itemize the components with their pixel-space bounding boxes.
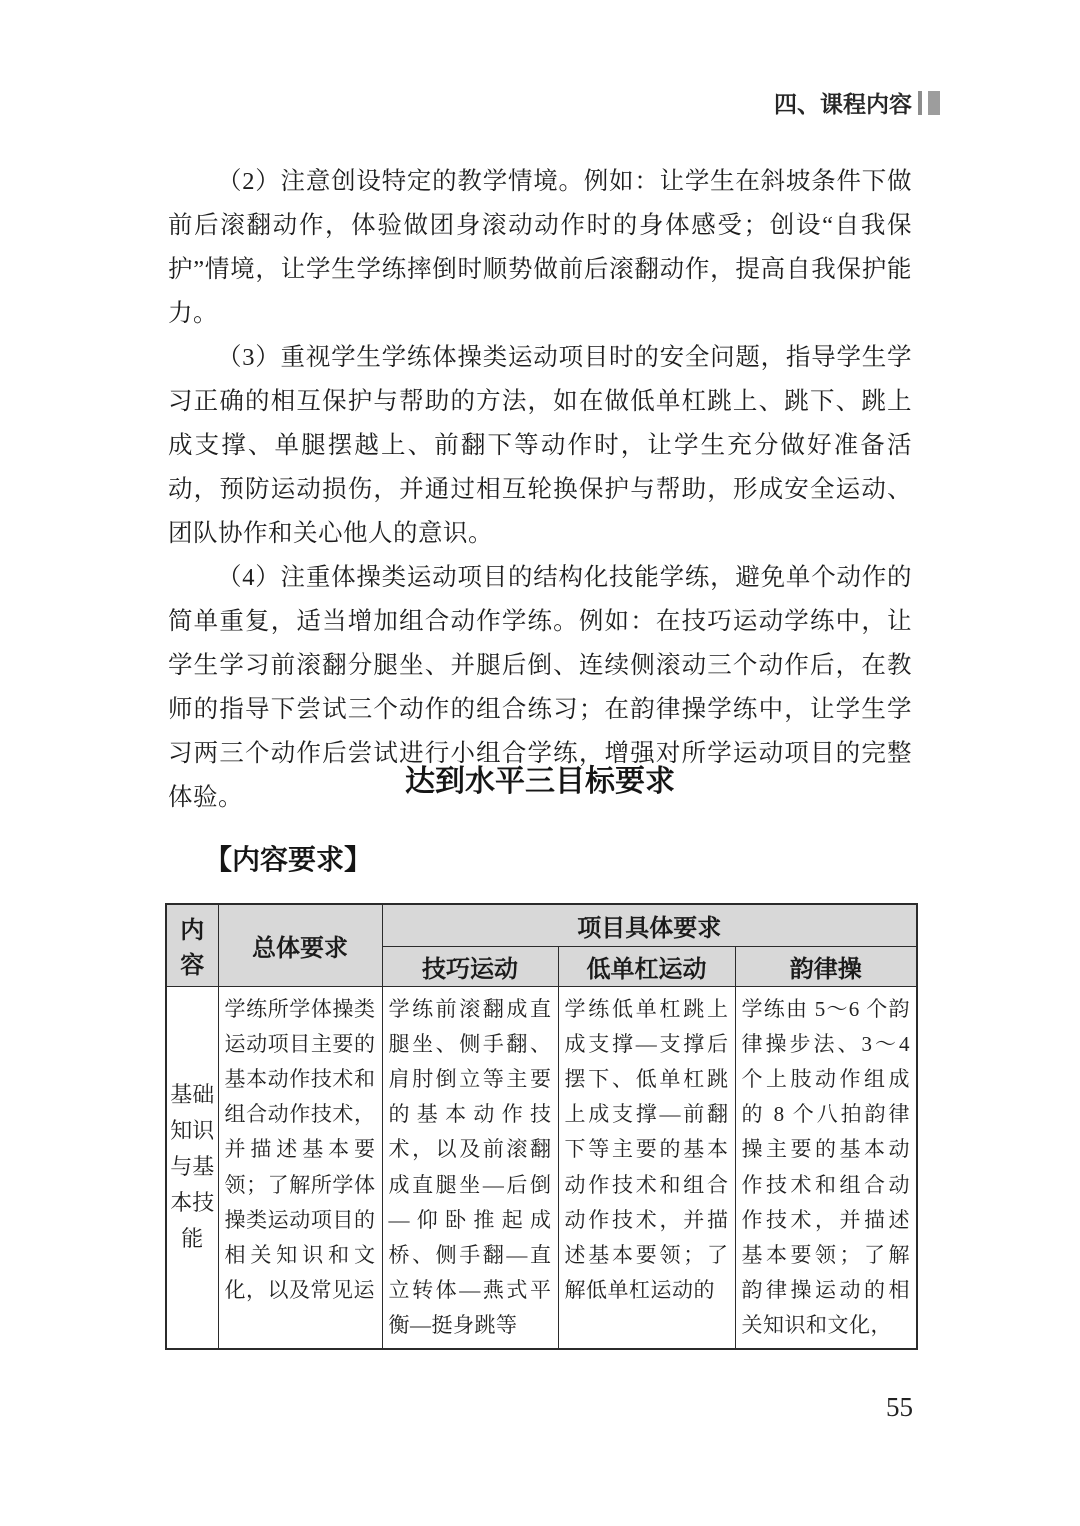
cell-low-bar: 学练低单杠跳上成支撑—支撑后摆下、低单杠跳上成支撑—前翻下等主要的基本动作技术和组合动作技术，并描述基本要领；了解低单杠运动的	[558, 986, 735, 1349]
subsection-title: 【内容要求】	[204, 844, 373, 875]
header-decoration-bar-thick	[928, 91, 940, 115]
running-head	[774, 86, 940, 119]
col-header-specific: 项目具体要求	[382, 904, 917, 946]
paragraph-2: （2）注意创设特定的教学情境。例如：让学生在斜坡条件下做前后滚翻动作，体验做团身滚动动作时的身体感受；创设“自我保护”情境，让学生学练摔倒时顺势做前后滚翻动作，提高自我保护能力。	[168, 168, 912, 327]
section-title: 达到水平三目标要求	[405, 765, 675, 798]
cell-rhythmic: 学练由 5～6 个韵律操步法、3～4 个上肢动作组成的 8 个八拍韵律操主要的基本动作技术和组合动作技术，并描述基本要领；了解韵律操运动的相关知识和文化，	[735, 986, 917, 1349]
cell-skill-sport: 学练前滚翻成直腿坐、侧手翻、肩肘倒立等主要的基本动作技术，以及前滚翻成直腿坐—后倒—仰卧推起成桥、侧手翻—直立转体—燕式平衡—挺身跳等	[382, 986, 558, 1349]
header-decoration-bar-thin	[918, 91, 922, 115]
col-header-skill-sport: 技巧运动	[382, 946, 558, 986]
col-header-rhythmic: 韵律操	[735, 946, 917, 986]
running-head-title: 四、课程内容	[774, 91, 912, 117]
requirements-table	[165, 903, 918, 1350]
col-header-overall: 总体要求	[218, 904, 382, 986]
col-header-low-bar: 低单杠运动	[558, 946, 735, 986]
body-text	[168, 160, 912, 820]
paragraph-3: （3）重视学生学练体操类运动项目时的安全问题，指导学生学习正确的相互保护与帮助的方法，如在做低单杠跳上、跳下、跳上成支撑、单腿摆越上、前翻下等动作时，让学生充分做好准备活动，预防运动损伤，并通过相互轮换保护与帮助，形成安全运动、团队协作和关心他人的意识。	[168, 344, 912, 547]
cell-content-category: 基础知识与基本技能	[166, 986, 218, 1349]
cell-overall-requirements: 学练所学体操类运动项目主要的基本动作技术和组合动作技术，并描述基本要领；了解所学体操类运动项目的相关知识和文化，以及常见运	[218, 986, 382, 1349]
paragraph-4: （4）注重体操类运动项目的结构化技能学练，避免单个动作的简单重复，适当增加组合动作学练。例如：在技巧运动学练中，让学生学习前滚翻分腿坐、并腿后倒、连续侧滚动三个动作后，在教师的指导下尝试三个动作的组合练习；在韵律操学练中，让学生学习两三个动作后尝试进行小组合学练，增强对所学运动项目的完整体验。	[168, 564, 912, 811]
table-row	[166, 986, 917, 1349]
requirements-table-wrapper	[165, 903, 918, 1350]
page-number: 55	[886, 1392, 913, 1422]
col-header-content: 内容	[166, 904, 218, 986]
